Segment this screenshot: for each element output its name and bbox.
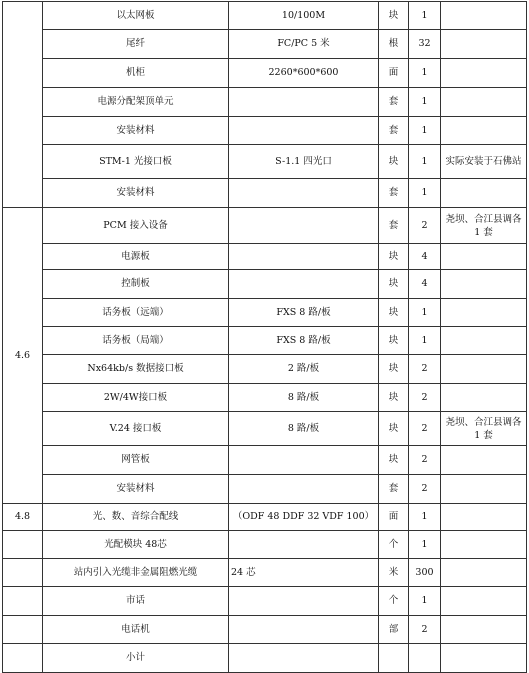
- cell-note: [441, 616, 527, 644]
- cell-name: 机柜: [43, 59, 229, 88]
- table-row: [3, 355, 527, 384]
- cell-note: [441, 531, 527, 559]
- cell-unit: 块: [379, 270, 409, 299]
- cell-unit: 个: [379, 587, 409, 616]
- cell-note: [441, 504, 527, 531]
- cell-spec: [229, 117, 379, 145]
- cell-unit: 块: [379, 299, 409, 327]
- cell-note: [441, 244, 527, 270]
- cell-qty: 1: [409, 179, 441, 208]
- cell-note: [441, 88, 527, 117]
- cell-qty: 2: [409, 355, 441, 384]
- cell-unit: 套: [379, 88, 409, 117]
- cell-unit: 块: [379, 2, 409, 30]
- cell-name: Nx64kb/s 数据接口板: [43, 355, 229, 384]
- cell-unit: 块: [379, 412, 409, 446]
- cell-no: [3, 2, 43, 208]
- cell-name: 市话: [43, 587, 229, 616]
- cell-no: 4.6: [3, 208, 43, 504]
- cell-spec: [229, 244, 379, 270]
- cell-name: STM-1 光接口板: [43, 145, 229, 179]
- cell-spec: [229, 270, 379, 299]
- cell-name: 安装材料: [43, 117, 229, 145]
- table-row: [3, 475, 527, 504]
- cell-qty: 1: [409, 88, 441, 117]
- cell-name: 话务板（局端）: [43, 327, 229, 355]
- cell-note: 尧坝、合江县调各 1 套: [441, 208, 527, 244]
- cell-note: [441, 355, 527, 384]
- table-row: [3, 30, 527, 59]
- cell-unit: 根: [379, 30, 409, 59]
- table-row: [3, 559, 527, 587]
- cell-spec: 24 芯: [229, 559, 379, 587]
- cell-name: 安装材料: [43, 179, 229, 208]
- cell-unit: 面: [379, 59, 409, 88]
- cell-note: [441, 179, 527, 208]
- cell-spec: [229, 88, 379, 117]
- cell-qty: 1: [409, 145, 441, 179]
- cell-note: [441, 559, 527, 587]
- cell-unit: 套: [379, 179, 409, 208]
- cell-name: 尾纤: [43, 30, 229, 59]
- cell-unit: [379, 644, 409, 673]
- cell-name: 网管板: [43, 446, 229, 475]
- table-row: [3, 59, 527, 88]
- table-row: [3, 179, 527, 208]
- cell-note: [441, 299, 527, 327]
- cell-note: [441, 59, 527, 88]
- table-row: [3, 644, 527, 673]
- cell-note: [441, 644, 527, 673]
- cell-spec: S-1.1 四光口: [229, 145, 379, 179]
- cell-no: [3, 644, 43, 673]
- cell-qty: 1: [409, 504, 441, 531]
- cell-note: [441, 446, 527, 475]
- table-row: [3, 145, 527, 179]
- cell-spec: 10/100M: [229, 2, 379, 30]
- cell-no: [3, 559, 43, 587]
- table-row: [3, 117, 527, 145]
- table-row: [3, 531, 527, 559]
- table-row: [3, 587, 527, 616]
- table-row: [3, 208, 527, 244]
- cell-name: 话务板（远端）: [43, 299, 229, 327]
- cell-spec: FXS 8 路/板: [229, 327, 379, 355]
- cell-note: [441, 270, 527, 299]
- cell-qty: 1: [409, 2, 441, 30]
- cell-qty: 2: [409, 208, 441, 244]
- cell-unit: 套: [379, 475, 409, 504]
- cell-note: [441, 327, 527, 355]
- cell-unit: 块: [379, 244, 409, 270]
- cell-spec: [229, 475, 379, 504]
- cell-unit: 块: [379, 145, 409, 179]
- cell-unit: 套: [379, 117, 409, 145]
- table-row: [3, 504, 527, 531]
- cell-unit: 块: [379, 384, 409, 412]
- cell-name: 小计: [43, 644, 229, 673]
- cell-qty: 1: [409, 327, 441, 355]
- table-row: [3, 384, 527, 412]
- table-row: [3, 412, 527, 446]
- cell-unit: 米: [379, 559, 409, 587]
- cell-qty: 2: [409, 446, 441, 475]
- cell-qty: 1: [409, 117, 441, 145]
- cell-name: 电源分配架顶单元: [43, 88, 229, 117]
- cell-qty: 1: [409, 587, 441, 616]
- cell-spec: [229, 616, 379, 644]
- cell-spec: FC/PC 5 米: [229, 30, 379, 59]
- cell-unit: 面: [379, 504, 409, 531]
- cell-qty: 1: [409, 59, 441, 88]
- cell-name: 光配模块 48芯: [43, 531, 229, 559]
- table-row: [3, 88, 527, 117]
- cell-note: [441, 384, 527, 412]
- cell-qty: 32: [409, 30, 441, 59]
- cell-qty: [409, 644, 441, 673]
- cell-name: PCM 接入设备: [43, 208, 229, 244]
- cell-no: [3, 587, 43, 616]
- table-row: [3, 244, 527, 270]
- cell-qty: 2: [409, 616, 441, 644]
- table-row: [3, 327, 527, 355]
- cell-note: [441, 117, 527, 145]
- cell-spec: [229, 587, 379, 616]
- cell-spec: （ODF 48 DDF 32 VDF 100）: [229, 504, 379, 531]
- cell-name: 光、数、音综合配线: [43, 504, 229, 531]
- cell-name: 站内引入光缆非金属阻燃光缆: [43, 559, 229, 587]
- cell-spec: [229, 446, 379, 475]
- cell-spec: [229, 179, 379, 208]
- cell-spec: 8 路/板: [229, 384, 379, 412]
- cell-note: [441, 30, 527, 59]
- cell-no: [3, 531, 43, 559]
- cell-note: 尧坝、合江县调各 1 套: [441, 412, 527, 446]
- cell-no: [3, 616, 43, 644]
- cell-note: [441, 587, 527, 616]
- equipment-table: [2, 1, 527, 673]
- cell-note: [441, 2, 527, 30]
- cell-qty: 2: [409, 384, 441, 412]
- cell-qty: 1: [409, 299, 441, 327]
- cell-name: 电话机: [43, 616, 229, 644]
- cell-spec: 2 路/板: [229, 355, 379, 384]
- cell-qty: 4: [409, 270, 441, 299]
- cell-name: 电源板: [43, 244, 229, 270]
- cell-unit: 个: [379, 531, 409, 559]
- cell-spec: 8 路/板: [229, 412, 379, 446]
- cell-name: 2W/4W接口板: [43, 384, 229, 412]
- cell-unit: 块: [379, 446, 409, 475]
- cell-no: 4.8: [3, 504, 43, 531]
- cell-qty: 2: [409, 412, 441, 446]
- cell-qty: 1: [409, 531, 441, 559]
- cell-spec: FXS 8 路/板: [229, 299, 379, 327]
- table-row: [3, 616, 527, 644]
- cell-spec: 2260*600*600: [229, 59, 379, 88]
- cell-spec: [229, 531, 379, 559]
- cell-spec: [229, 644, 379, 673]
- cell-unit: 部: [379, 616, 409, 644]
- cell-name: 以太网板: [43, 2, 229, 30]
- table-row: [3, 446, 527, 475]
- cell-note: [441, 475, 527, 504]
- cell-name: V.24 接口板: [43, 412, 229, 446]
- cell-qty: 2: [409, 475, 441, 504]
- table-row: [3, 299, 527, 327]
- cell-unit: 块: [379, 327, 409, 355]
- cell-unit: 套: [379, 208, 409, 244]
- cell-unit: 块: [379, 355, 409, 384]
- table-row: [3, 2, 527, 30]
- cell-qty: 4: [409, 244, 441, 270]
- cell-name: 安装材料: [43, 475, 229, 504]
- cell-qty: 300: [409, 559, 441, 587]
- cell-spec: [229, 208, 379, 244]
- cell-name: 控制板: [43, 270, 229, 299]
- table-row: [3, 270, 527, 299]
- cell-note: 实际安装于石佛站: [441, 145, 527, 179]
